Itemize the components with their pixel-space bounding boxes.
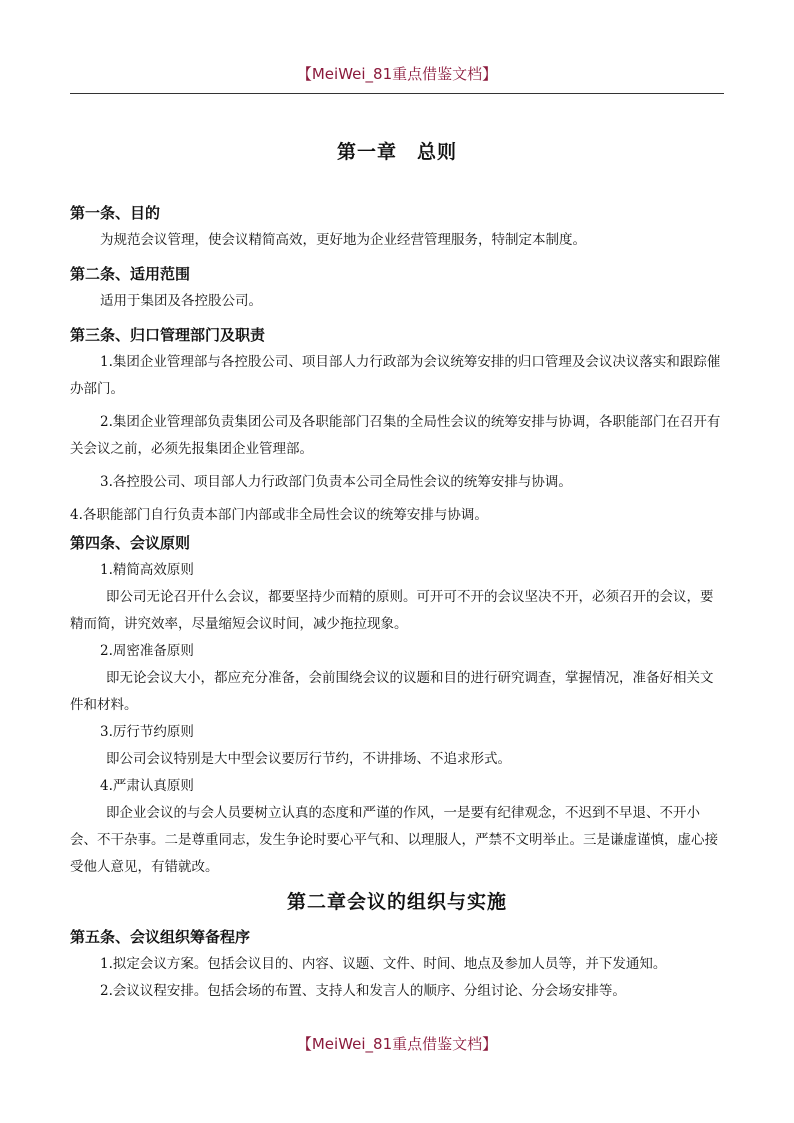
page-footer: 【MeiWei_81重点借鉴文档】 [296, 1035, 498, 1053]
article-3-item-2: 2.集团企业管理部负责集团公司及各职能部门召集的全局性会议的统筹安排与协调，各职能部门在召开有关会议之前，必须先报集团企业管理部。 [70, 414, 721, 457]
article-5-item-2: 2.会议议程安排。包括会场的布置、支持人和发言人的顺序、分组讨论、分会场安排等。 [100, 983, 626, 999]
principle-4-body: 即企业会议的与会人员要树立认真的态度和严谨的作风，一是要有纪律观念，不迟到不早退、不开小会、不干杂事。二是尊重同志，发生争论时要心平气和、以理服人，严禁不文明举止。三是谦虚谨慎，虚心接受他人意见，有错就改。 [70, 805, 718, 875]
principle-2-body: 即无论会议大小，都应充分准备，会前围绕会议的议题和目的进行研究调查，掌握情况，准备好相关文件和材料。 [70, 670, 714, 713]
article-5-item-1: 1.拟定会议方案。包括会议目的、内容、议题、文件、时间、地点及参加人员等，并下发通知。 [100, 956, 667, 972]
article-4-title: 第四条、会议原则 [70, 534, 191, 552]
article-3-item-4: 4.各职能部门自行负责本部门内部或非全局性会议的统筹安排与协调。 [70, 507, 488, 523]
chapter-one-title: 第一章 总则 [336, 141, 457, 163]
article-2-body: 适用于集团及各控股公司。 [100, 293, 262, 309]
article-2-title: 第二条、适用范围 [70, 265, 191, 283]
header-divider [70, 93, 724, 94]
article-1-title: 第一条、目的 [70, 204, 161, 222]
article-3-item-3: 3.各控股公司、项目部人力行政部门负责本公司全局性会议的统筹安排与协调。 [100, 474, 572, 490]
principle-1-body: 即公司无论召开什么会议，都要坚持少而精的原则。可开可不开的会议坚决不开，必须召开的会议，要精而简，讲究效率，尽量缩短会议时间，减少拖拉现象。 [70, 589, 714, 632]
document-body [70, 137, 724, 1005]
page-header: 【MeiWei_81重点借鉴文档】 [296, 65, 498, 83]
principle-3-body: 即公司会议特别是大中型会议要厉行节约，不讲排场、不追求形式。 [106, 751, 511, 767]
principle-4-title: 4.严肃认真原则 [100, 778, 194, 794]
article-5-title: 第五条、会议组织筹备程序 [70, 928, 251, 946]
chapter-two-title: 第二章会议的组织与实施 [286, 891, 507, 913]
principle-2-title: 2.周密准备原则 [100, 643, 194, 659]
article-3-title: 第三条、归口管理部门及职责 [70, 326, 266, 344]
principle-1-title: 1.精简高效原则 [100, 562, 194, 578]
article-3-item-1: 1.集团企业管理部与各控股公司、项目部人力行政部为会议统筹安排的归口管理及会议决议落实和跟踪催办部门。 [70, 354, 721, 397]
principle-3-title: 3.厉行节约原则 [100, 724, 194, 740]
article-1-body: 为规范会议管理，使会议精简高效，更好地为企业经营管理服务，特制定本制度。 [100, 232, 586, 248]
